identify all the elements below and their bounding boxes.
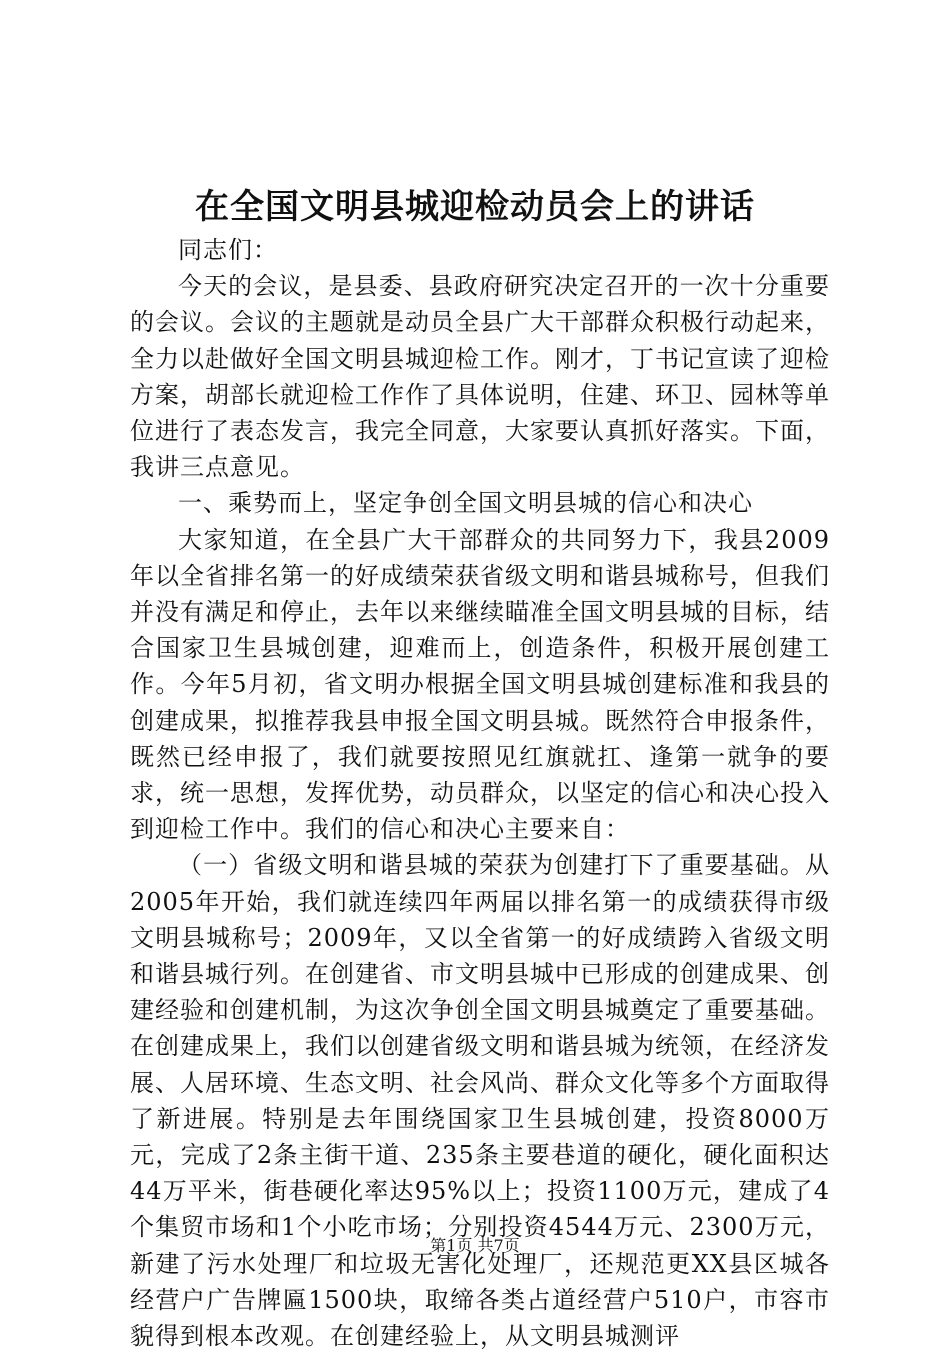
document-title: 在全国文明县城迎检动员会上的讲话 <box>195 187 755 227</box>
document-body <box>130 232 830 1354</box>
intro-paragraph: 今天的会议，是县委、县政府研究决定召开的一次十分重要的会议。会议的主题就是动员全县广大干部群众积极行动起来，全力以赴做好全国文明县城迎检工作。刚才，丁书记宣读了迎检方案，胡部长就迎检工作作了具体说明，住建、环卫、园林等单位进行了表态发言，我完全同意，大家要认真抓好落实。下面，我讲三点意见。 <box>130 272 830 482</box>
salutation-paragraph: 同志们： <box>178 236 278 264</box>
body-paragraph: 大家知道，在全县广大干部群众的共同努力下，我县2009年以全省排名第一的好成绩荣获省级文明和谐县城称号，但我们并没有满足和停止，去年以来继续瞄准全国文明县城的目标，结合国家卫生县城创建，迎难而上，创造条件，积极开展创建工作。今年5月初，省文明办根据全国文明县城创建标准和我县的创建成果，拟推荐我县申报全国文明县城。既然符合申报条件，既然已经申报了，我们就要按照见红旗就扛、逢第一就争的要求，统一思想，发挥优势，动员群众，以坚定的信心和决心投入到迎检工作中。我们的信心和决心主要来自： <box>130 525 830 844</box>
section-heading: 一、乘势而上，坚定争创全国文明县城的信心和决心 <box>178 489 753 518</box>
body-paragraph: （一）省级文明和谐县城的荣获为创建打下了重要基础。从2005年开始，我们就连续四年两届以排名第一的成绩获得市级文明县城称号；2009年，又以全省第一的好成绩跨入省级文明和谐县城行列。在创建省、市文明县城中已形成的创建成果、创建经验和创建机制，为这次争创全国文明县城奠定了重要基础。在创建成果上，我们以创建省级文明和谐县城为统领，在经济发展、人居环境、生态文明、社会风尚、群众文化等多个方面取得了新进展。特别是去年围绕国家卫生县城创建，投资8000万元，完成了2条主街干道、235条主要巷道的硬化，硬化面积达44万平米，街巷硬化率达95%以上；投资1100万元，建成了4个集贸市场和1个小吃市场；分别投资4544万元、2300万元，新建了污水处理厂和垃圾无害化处理厂，还规范更XX县区城各经营户广告牌匾1500块，取缔各类占道经营户510户，市容市貌得到根本改观。在创建经验上，从文明县城测评 <box>130 851 830 1351</box>
page-footer: 第1页 共7页 <box>430 1236 520 1255</box>
